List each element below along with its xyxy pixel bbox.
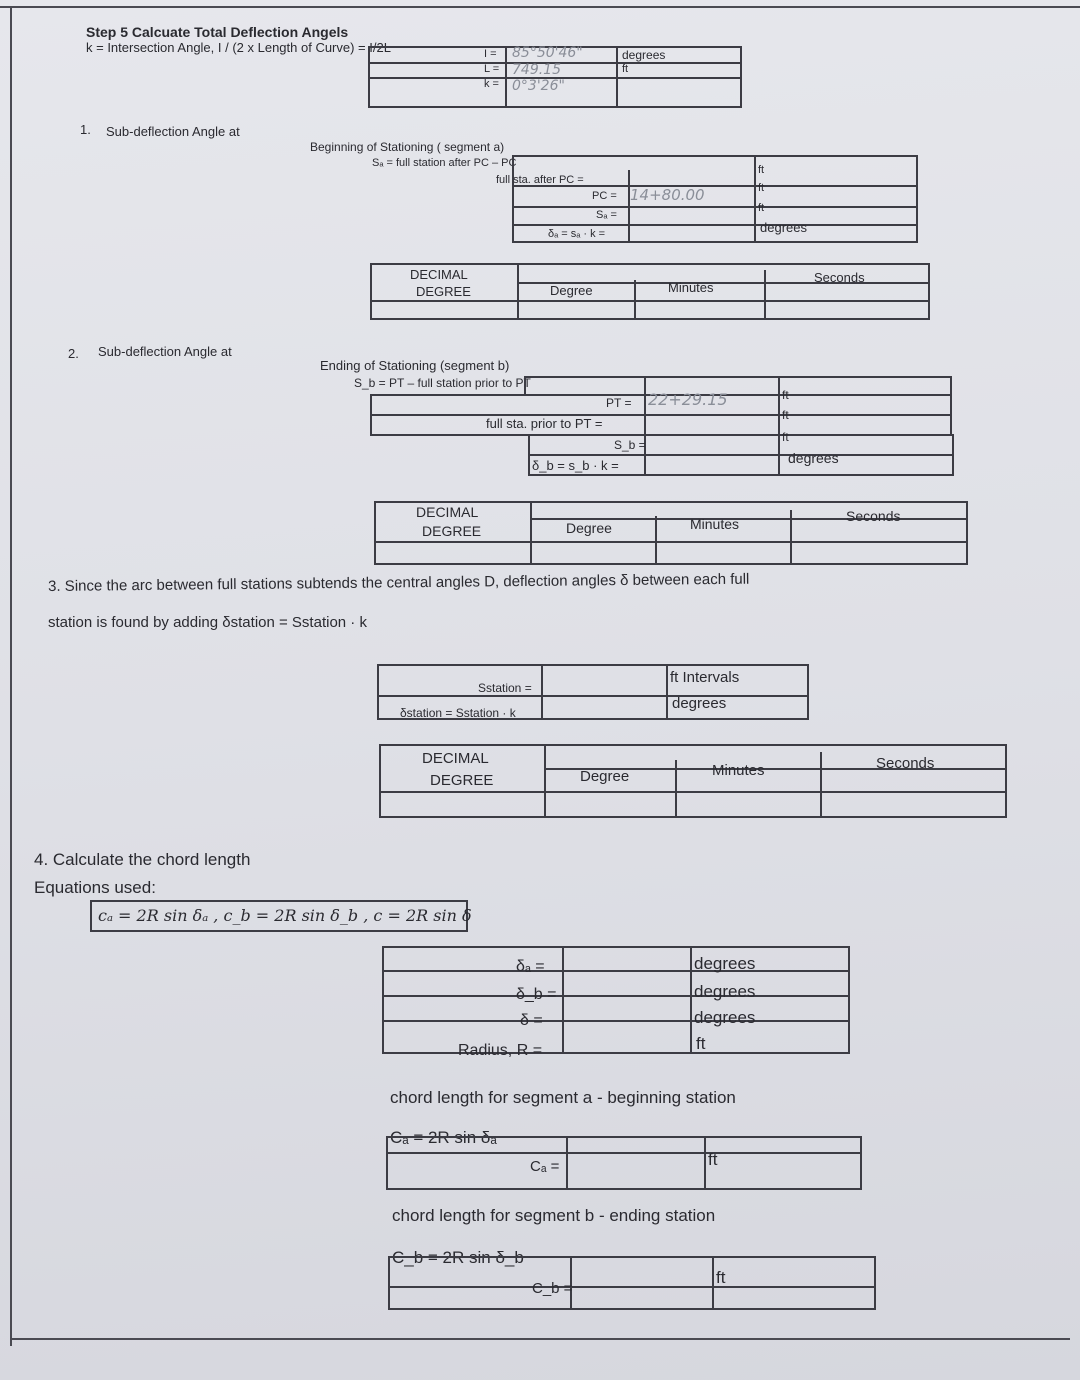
step5-value-l[interactable]: 749.15 bbox=[512, 62, 561, 78]
page-bottom-border bbox=[10, 1338, 1070, 1340]
section2-row2-unit: ft bbox=[782, 408, 789, 422]
dms3-degree-header: Degree bbox=[580, 768, 630, 785]
section2-row2-label: full sta. prior to PT = bbox=[486, 416, 603, 431]
page-subtitle: k = Intersection Angle, I / (2 x Length of Curve) = I/2L bbox=[86, 40, 391, 55]
section2-table-top bbox=[524, 376, 952, 396]
chord-b-formula: C_b = 2R sin δ_b bbox=[392, 1248, 524, 1267]
section1-row4-label: δₐ = sₐ · k = bbox=[548, 228, 606, 240]
section4-table bbox=[382, 946, 850, 1054]
step5-value-k[interactable]: 0°3'26" bbox=[512, 78, 565, 94]
section4-equations-label: Equations used: bbox=[34, 878, 156, 897]
section4-title: 4. Calculate the chord length bbox=[34, 850, 251, 869]
section3-row1-unit: ft Intervals bbox=[670, 669, 740, 686]
dms3-decimal-line1: DECIMAL bbox=[422, 750, 489, 767]
section1-number: 1. bbox=[80, 122, 91, 137]
step5-unit-degrees: degrees bbox=[622, 48, 666, 62]
section3-line2: station is found by adding δstation = Sstation · k bbox=[48, 614, 367, 631]
chord-a-table bbox=[386, 1136, 862, 1190]
section4-row2-unit: degrees bbox=[694, 982, 756, 1001]
section4-equation: cₐ = 2R sin δₐ , c_b = 2R sin δ_b , c = 2R sin δ bbox=[98, 906, 472, 925]
section1-title: Sub-deflection Angle at bbox=[106, 124, 240, 139]
section4-row1-unit: degrees bbox=[694, 954, 756, 973]
dms2-decimal-line2: DEGREE bbox=[422, 523, 482, 539]
section3-row1-label: Sstation = bbox=[478, 681, 532, 695]
section3-row2-label: δstation = Sstation · k bbox=[400, 706, 516, 720]
step5-unit-ft: ft bbox=[622, 63, 629, 75]
dms1-minutes-header: Minutes bbox=[668, 280, 714, 295]
section2-title: Sub-deflection Angle at bbox=[98, 344, 232, 359]
section2-row1-unit: ft bbox=[782, 388, 789, 402]
section4-row3-unit: degrees bbox=[694, 1008, 756, 1027]
section1-row4-unit: degrees bbox=[760, 220, 807, 235]
dms2-minutes-header: Minutes bbox=[690, 516, 740, 532]
chord-a-title: chord length for segment a - beginning station bbox=[390, 1088, 736, 1107]
step5-label-k: k = bbox=[484, 78, 499, 90]
section1-row2-unit: ft bbox=[758, 182, 765, 194]
dms1-decimal-line1: DECIMAL bbox=[410, 267, 468, 282]
chord-a-label: Cₐ = bbox=[530, 1158, 560, 1175]
dms1-degree-header: Degree bbox=[550, 283, 593, 298]
step5-value-i[interactable]: 85°50'46" bbox=[512, 45, 583, 61]
section1-row2-value[interactable]: 14+80.00 bbox=[630, 186, 705, 204]
chord-b-table bbox=[388, 1256, 876, 1310]
section4-row2-label: δ_b = bbox=[516, 986, 557, 1003]
section2-row4-label: δ_b = s_b · k = bbox=[532, 458, 619, 473]
section1-subtitle: Beginning of Stationing ( segment a) bbox=[310, 140, 505, 154]
section2-formula: S_b = PT – full station prior to PT bbox=[354, 376, 531, 390]
section3-line1: 3. Since the arc between full stations subtends the central angles D, deflection angles δ between each full bbox=[48, 570, 750, 595]
chord-b-unit: ft bbox=[716, 1268, 726, 1287]
dms1-seconds-header: Seconds bbox=[814, 270, 865, 285]
dms2-seconds-header: Seconds bbox=[846, 508, 901, 524]
section1-formula: Sₐ = full station after PC – PC bbox=[372, 157, 517, 169]
section2-subtitle: Ending of Stationing (segment b) bbox=[320, 358, 510, 373]
section4-row4-unit: ft bbox=[696, 1034, 706, 1053]
section2-row4-unit: degrees bbox=[788, 450, 839, 466]
section1-row2-label: PC = bbox=[592, 190, 617, 202]
page-title: Step 5 Calcuate Total Deflection Angels bbox=[86, 24, 349, 40]
section2-row1-label: PT = bbox=[606, 396, 632, 410]
dms2-decimal-line1: DECIMAL bbox=[416, 504, 479, 520]
chord-b-title: chord length for segment b - ending station bbox=[392, 1206, 716, 1225]
section2-row1-value[interactable]: 22+29.15 bbox=[648, 390, 728, 409]
section4-row1-label: δₐ = bbox=[516, 958, 545, 975]
dms3-seconds-header: Seconds bbox=[876, 755, 935, 772]
section1-row1-unit: ft bbox=[758, 164, 765, 176]
chord-a-unit: ft bbox=[708, 1150, 718, 1169]
section1-row3-label: Sₐ = bbox=[596, 209, 617, 221]
dms3-decimal-line2: DEGREE bbox=[430, 772, 494, 789]
step5-label-l: L = bbox=[484, 63, 500, 75]
section2-row3-unit: ft bbox=[782, 430, 789, 444]
section1-row1-label: full sta. after PC = bbox=[496, 174, 584, 186]
section4-row4-label: Radius, R = bbox=[458, 1042, 543, 1059]
dms1-decimal-line2: DEGREE bbox=[416, 284, 471, 299]
chord-b-label: C_b = bbox=[532, 1280, 573, 1297]
dms2-degree-header: Degree bbox=[566, 520, 612, 536]
section1-row3-unit: ft bbox=[758, 202, 765, 214]
section3-row2-unit: degrees bbox=[672, 695, 727, 712]
page-top-border bbox=[0, 6, 1080, 8]
chord-a-formula: Cₐ = 2R sin δₐ bbox=[390, 1128, 497, 1147]
section2-row3-label: S_b = bbox=[614, 438, 646, 452]
step5-label-i: I = bbox=[484, 48, 497, 60]
section4-row3-label: δ = bbox=[520, 1012, 543, 1029]
page-left-border bbox=[10, 6, 12, 1346]
section2-number: 2. bbox=[68, 346, 79, 361]
dms3-minutes-header: Minutes bbox=[712, 762, 765, 779]
